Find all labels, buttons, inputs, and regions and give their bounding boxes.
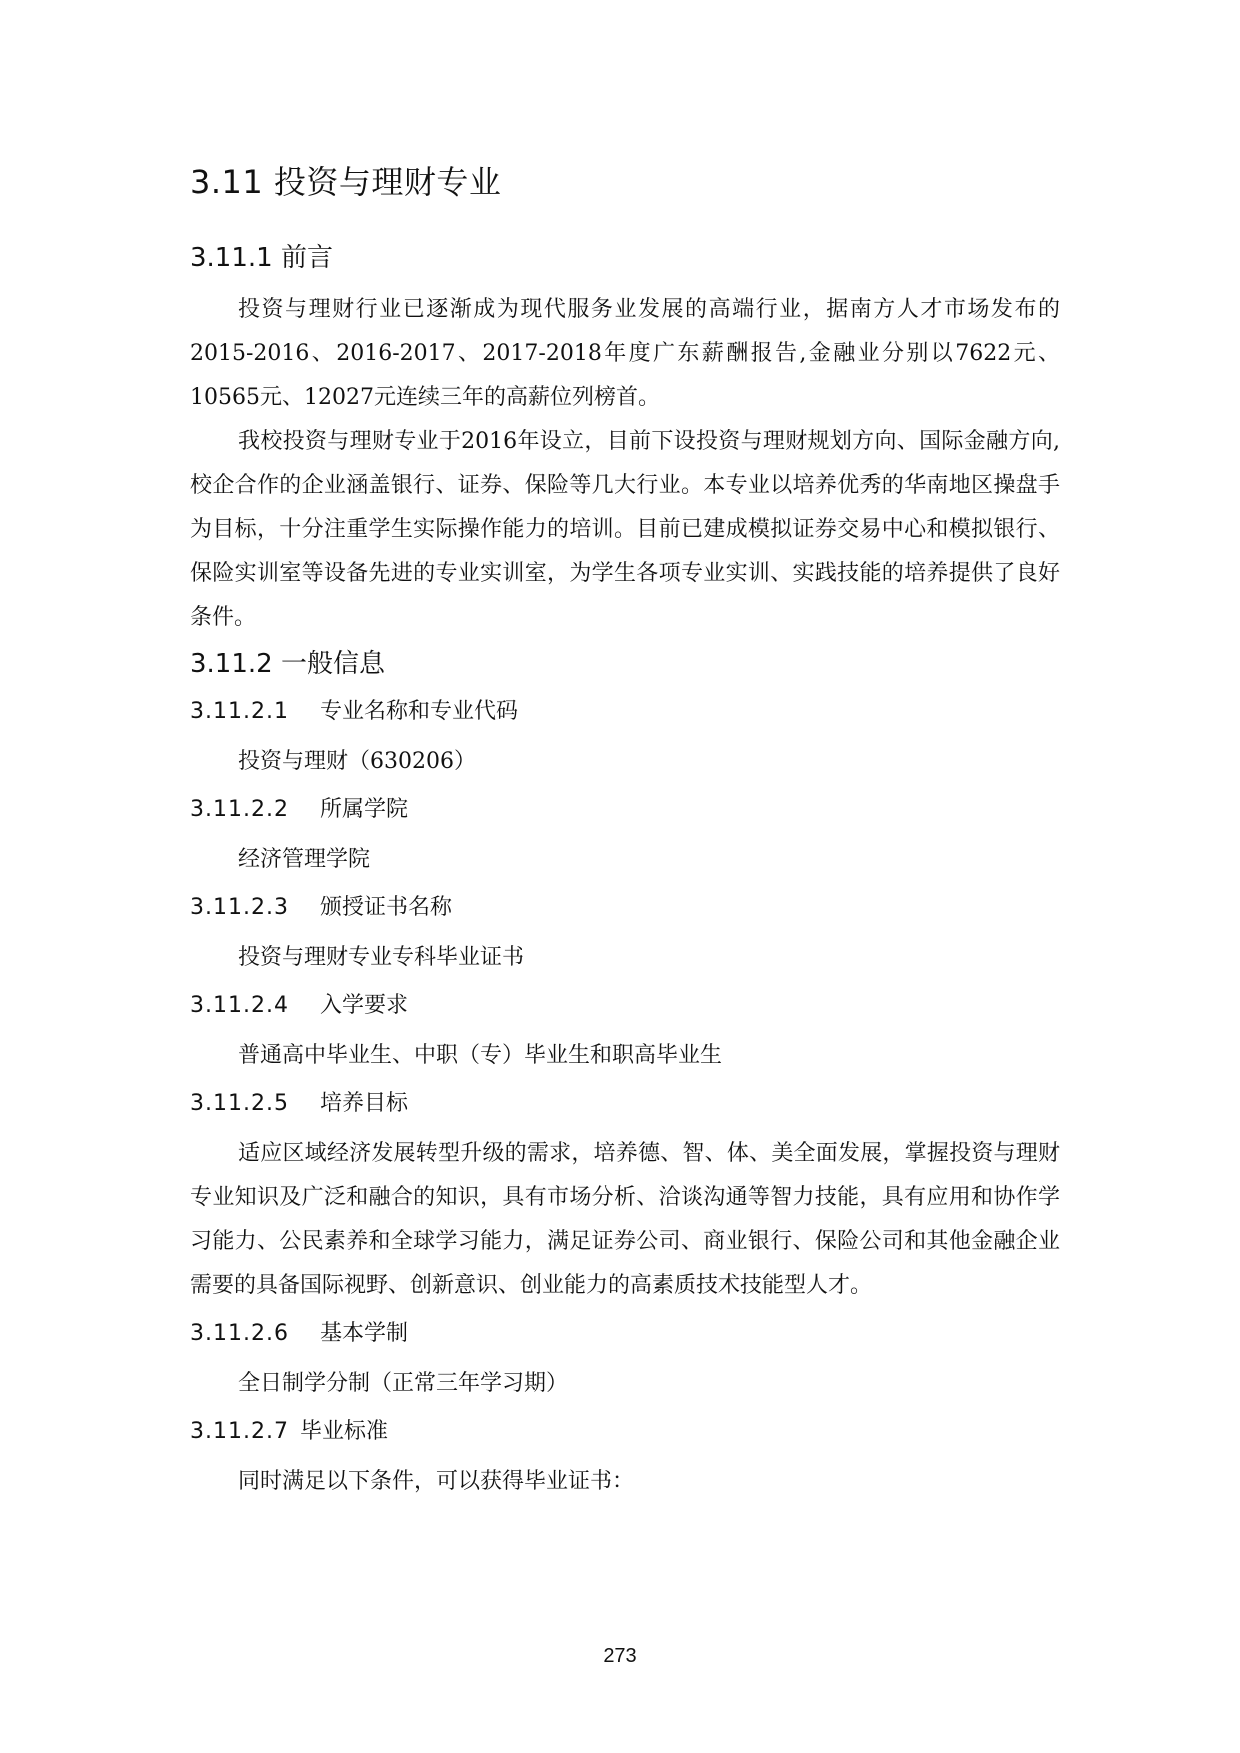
subsection-number: 3.11.2.7 <box>190 1419 289 1444</box>
subsection-title: 专业名称和专业代码 <box>320 699 519 724</box>
section-title: 3.11 投资与理财专业 <box>190 163 502 201</box>
subsection-heading <box>190 1086 1060 1122</box>
subsection-number: 3.11.2.1 <box>190 699 289 724</box>
subsection-number: 3.11.2.2 <box>190 797 289 822</box>
page-content <box>190 160 1060 1508</box>
subsection-number: 3.11.2.4 <box>190 993 289 1018</box>
subsection-content: 适应区域经济发展转型升级的需求，培养德、智、体、美全面发展，掌握投资与理财专业知识及广泛和融合的知识，具有市场分析、洽谈沟通等智力技能，具有应用和协作学习能力、公民素养和全球学习能力，满足证券公司、商业银行、保险公司和其他金融企业需要的具备国际视野、创新意识、创业能力的高素质技术技能型人才。 <box>190 1141 1060 1298</box>
subsection-content: 同时满足以下条件，可以获得毕业证书： <box>238 1469 635 1494</box>
subsection-number: 3.11.2.6 <box>190 1321 289 1346</box>
subsection-heading <box>190 1414 1060 1450</box>
subsection-number: 3.11.2.5 <box>190 1091 289 1116</box>
subsection-heading <box>190 694 1060 730</box>
subsection-content: 经济管理学院 <box>238 847 371 872</box>
subsection-number: 3.11.2.3 <box>190 895 289 920</box>
subsection-title: 培养目标 <box>320 1091 409 1116</box>
subsection-heading <box>190 890 1060 926</box>
subsection-title: 入学要求 <box>320 993 409 1018</box>
preface-paragraph-2: 我校投资与理财专业于2016年设立，目前下设投资与理财规划方向、国际金融方向,校企合作的企业涵盖银行、证券、保险等几大行业。本专业以培养优秀的华南地区操盘手为目标，十分注重学生实际操作能力的培训。目前已建成模拟证券交易中心和模拟银行、保险实训室等设备先进的专业实训室，为学生各项专业实训、实践技能的培养提供了良好条件。 <box>190 429 1060 630</box>
subsection-title: 所属学院 <box>320 797 409 822</box>
subsection-content: 普通高中毕业生、中职（专）毕业生和职高毕业生 <box>238 1043 723 1068</box>
preface-paragraph-1: 投资与理财行业已逐渐成为现代服务业发展的高端行业，据南方人才市场发布的2015-2016、2016-2017、2017-2018年度广东薪酬报告,金融业分别以7622元、10565元、12027元连续三年的高薪位列榜首。 <box>190 297 1060 410</box>
preface-heading: 3.11.1 前言 <box>190 243 333 273</box>
subsection-title: 颁授证书名称 <box>320 895 453 920</box>
subsection-title: 毕业标准 <box>300 1419 389 1444</box>
subsection-content: 投资与理财（630206） <box>238 749 476 774</box>
subsection-content: 全日制学分制（正常三年学习期） <box>238 1371 569 1396</box>
subsection-content: 投资与理财专业专科毕业证书 <box>238 945 525 970</box>
general-info-heading: 3.11.2 一般信息 <box>190 649 385 679</box>
subsection-heading <box>190 792 1060 828</box>
subsection-heading <box>190 1316 1060 1352</box>
page-number: 273 <box>603 1645 637 1667</box>
subsection-heading <box>190 988 1060 1024</box>
subsection-title: 基本学制 <box>320 1321 409 1346</box>
